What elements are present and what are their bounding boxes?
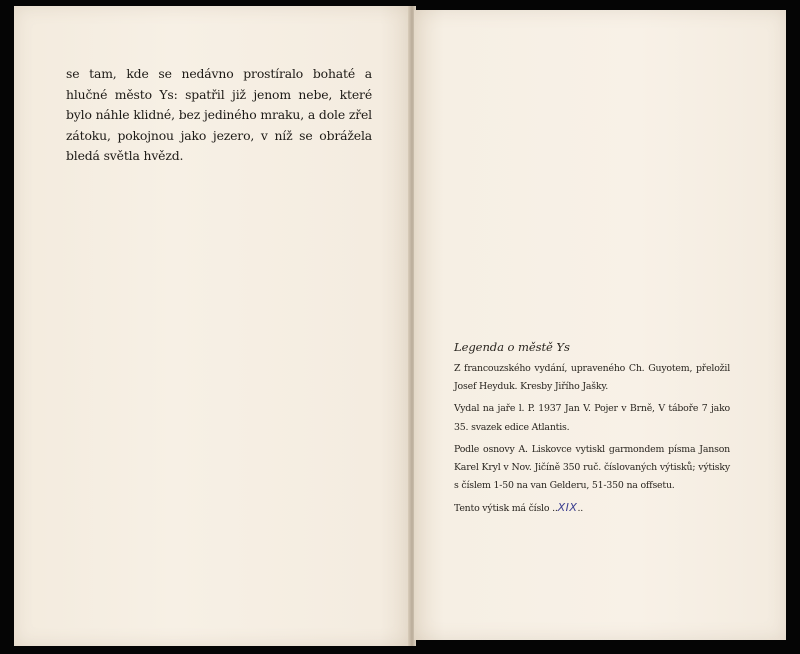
- colophon-printing-line: Podle osnovy A. Liskovce vytiskl garmondem písma Janson Karel Kryl v Nov. Jičíně 350 ruč. číslovaných výtisků; výtisky s číslem 1-50 na van Gelderu, 51-350 na offsetu.: [454, 443, 730, 492]
- colophon-publication-line: Vydal na jaře l. P. 1937 Jan V. Pojer v Brně, V táboře 7 jako 35. svazek edice Atlantis.: [454, 403, 730, 433]
- right-page: [414, 10, 786, 640]
- story-closing-paragraph: se tam, kde se nedávno prostíralo bohaté a hlučné město Ys: spatřil již jenom nebe, které bylo náhle klidné, bez jediného mraku, a dole zřel zátoku, pokojnou jako jezero, v níž se obrážela bledá světla hvězd.: [66, 66, 372, 164]
- colophon: [454, 340, 730, 523]
- colophon-title: Legenda o městě Ys: [454, 340, 570, 354]
- copy-number-handwritten: XIX: [557, 501, 578, 515]
- copy-number-label: Tento výtisk má číslo: [454, 503, 550, 515]
- colophon-translation-line: Z francouzského vydání, upraveného Ch. Guyotem, přeložil Josef Heyduk. Kresby Jiřího Jašky.: [454, 363, 730, 393]
- colophon-copy-number-line: Tento výtisk má číslo ..XIX..: [454, 501, 584, 515]
